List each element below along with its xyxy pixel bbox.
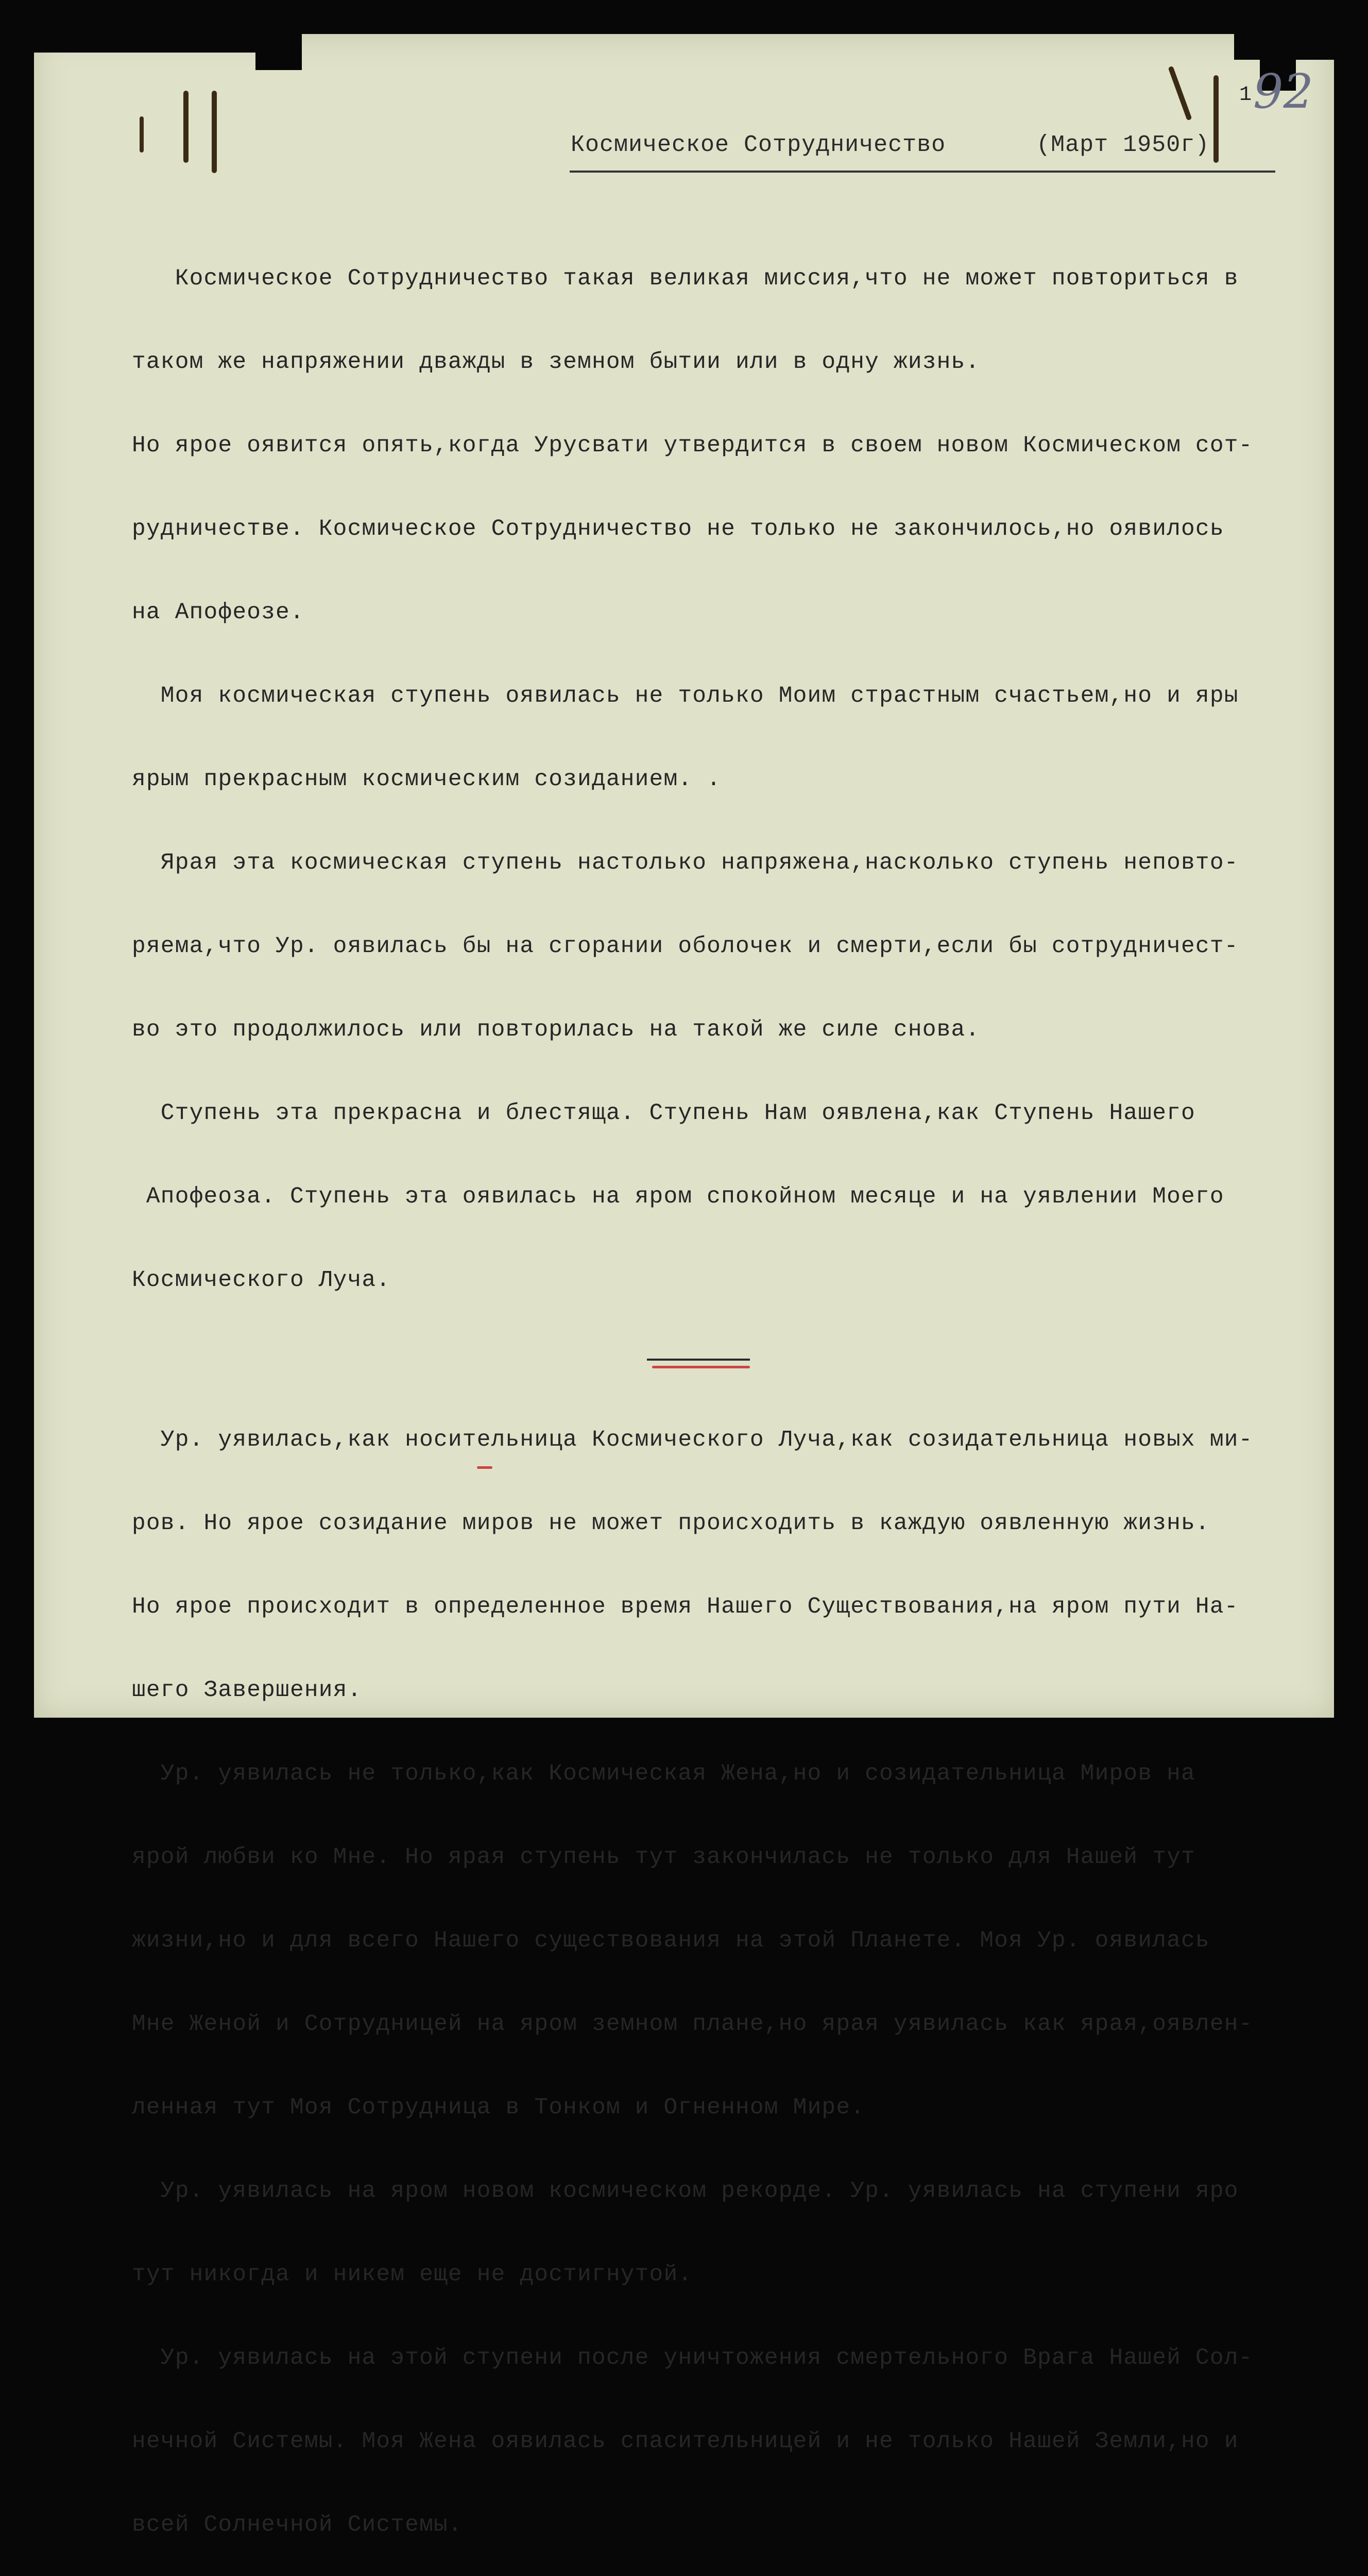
text-line: Но ярое оявится опять,когда Урусвати утвердится в своем новом Космическом сот- xyxy=(132,433,1253,459)
binding-hole-mark xyxy=(140,116,144,152)
binding-hole-mark xyxy=(1168,66,1192,121)
red-pencil-mark xyxy=(652,1366,750,1368)
text-line: тут никогда и никем еще не достигнутой. xyxy=(132,2262,693,2287)
text-line: Ярая эта космическая ступень настолько напряжена,насколько ступень неповто- xyxy=(132,850,1239,876)
text-line: Ур. уявилась на этой ступени после уничтожения смертельного Врага Нашей Сол- xyxy=(132,2345,1253,2371)
text-line: всей Солнечной Системы. xyxy=(132,2512,463,2538)
binding-hole-mark xyxy=(212,91,217,173)
archive-number: 92 xyxy=(1253,64,1313,119)
red-pencil-mark xyxy=(477,1466,492,1469)
text-line: жизни,но и для всего Нашего существования на этой Планете. Моя Ур. оявилась xyxy=(132,1928,1210,1954)
text-line: Но ярое происходит в определенное время Нашего Существования,на яром пути На- xyxy=(132,1594,1239,1620)
text-line: Апофеоза. Ступень эта оявилась на яром спокойном месяце и на уявлении Моего xyxy=(132,1184,1224,1210)
text-line: ряема,что Ур. оявилась бы на сгорании оболочек и смерти,если бы сотрудничест- xyxy=(132,934,1239,959)
text-line: Моя космическая ступень оявилась не только Моим страстным счастьем,но и яры xyxy=(132,683,1239,709)
text-line: ярой любви ко Мне. Но ярая ступень тут закончилась не только для Нашей тут xyxy=(132,1844,1195,1870)
text-line: на Апофеозе. xyxy=(132,600,304,625)
binding-hole-mark xyxy=(183,91,189,163)
title-text: Космическое Сотрудничество xyxy=(571,132,946,158)
text-line: ров. Но ярое созидание миров не может происходить в каждую оявленную жизнь. xyxy=(132,1511,1210,1536)
torn-edge xyxy=(255,34,302,70)
text-line: шего Завершения. xyxy=(132,1677,362,1703)
document-page xyxy=(34,34,1334,2538)
text-line: Ур. уявилась,как носительница Космического Луча,как созидательница новых ми- xyxy=(132,1427,1253,1453)
text-line: Космического Луча. xyxy=(132,1267,391,1293)
text-line: во это продолжилось или повторилась на такой же силе снова. xyxy=(132,1017,980,1043)
text-line: ленная тут Моя Сотрудница в Тонком и Огненном Мире. xyxy=(132,2095,865,2121)
title-date: (Март 1950г) xyxy=(1036,132,1210,158)
title-underline xyxy=(570,171,1275,173)
text-line: ярым прекрасным космическим созиданием. . xyxy=(132,767,722,792)
torn-edge xyxy=(34,34,255,53)
typed-text-body xyxy=(132,209,1337,2576)
text-line: рудничестве. Космическое Сотрудничество не только не закончилось,но оявилось xyxy=(132,516,1224,542)
text-line: Ступень эта прекрасна и блестяща. Ступень Нам оявлена,как Ступень Нашего xyxy=(132,1100,1195,1126)
text-line: нечной Системы. Моя Жена оявилась спасительницей и не только Нашей Земли,но и xyxy=(132,2429,1239,2454)
text-line: Ур. уявилась на яром новом космическом рекорде. Ур. уявилась на ступени яро xyxy=(132,2178,1239,2204)
page-number: 1 xyxy=(1239,83,1252,107)
page-title xyxy=(571,132,1276,173)
text-line: таком же напряжении дважды в земном бытии или в одну жизнь. xyxy=(132,349,980,375)
text-line: Космическое Сотрудничество такая великая миссия,что не может повториться в xyxy=(132,266,1239,292)
text-line: Мне Женой и Сотрудницей на яром земном плане,но ярая уявилась как ярая,оявлен- xyxy=(132,2011,1253,2037)
text-line: Ур. уявилась не только,как Космическая Жена,но и созидательница Миров на xyxy=(132,1761,1195,1787)
